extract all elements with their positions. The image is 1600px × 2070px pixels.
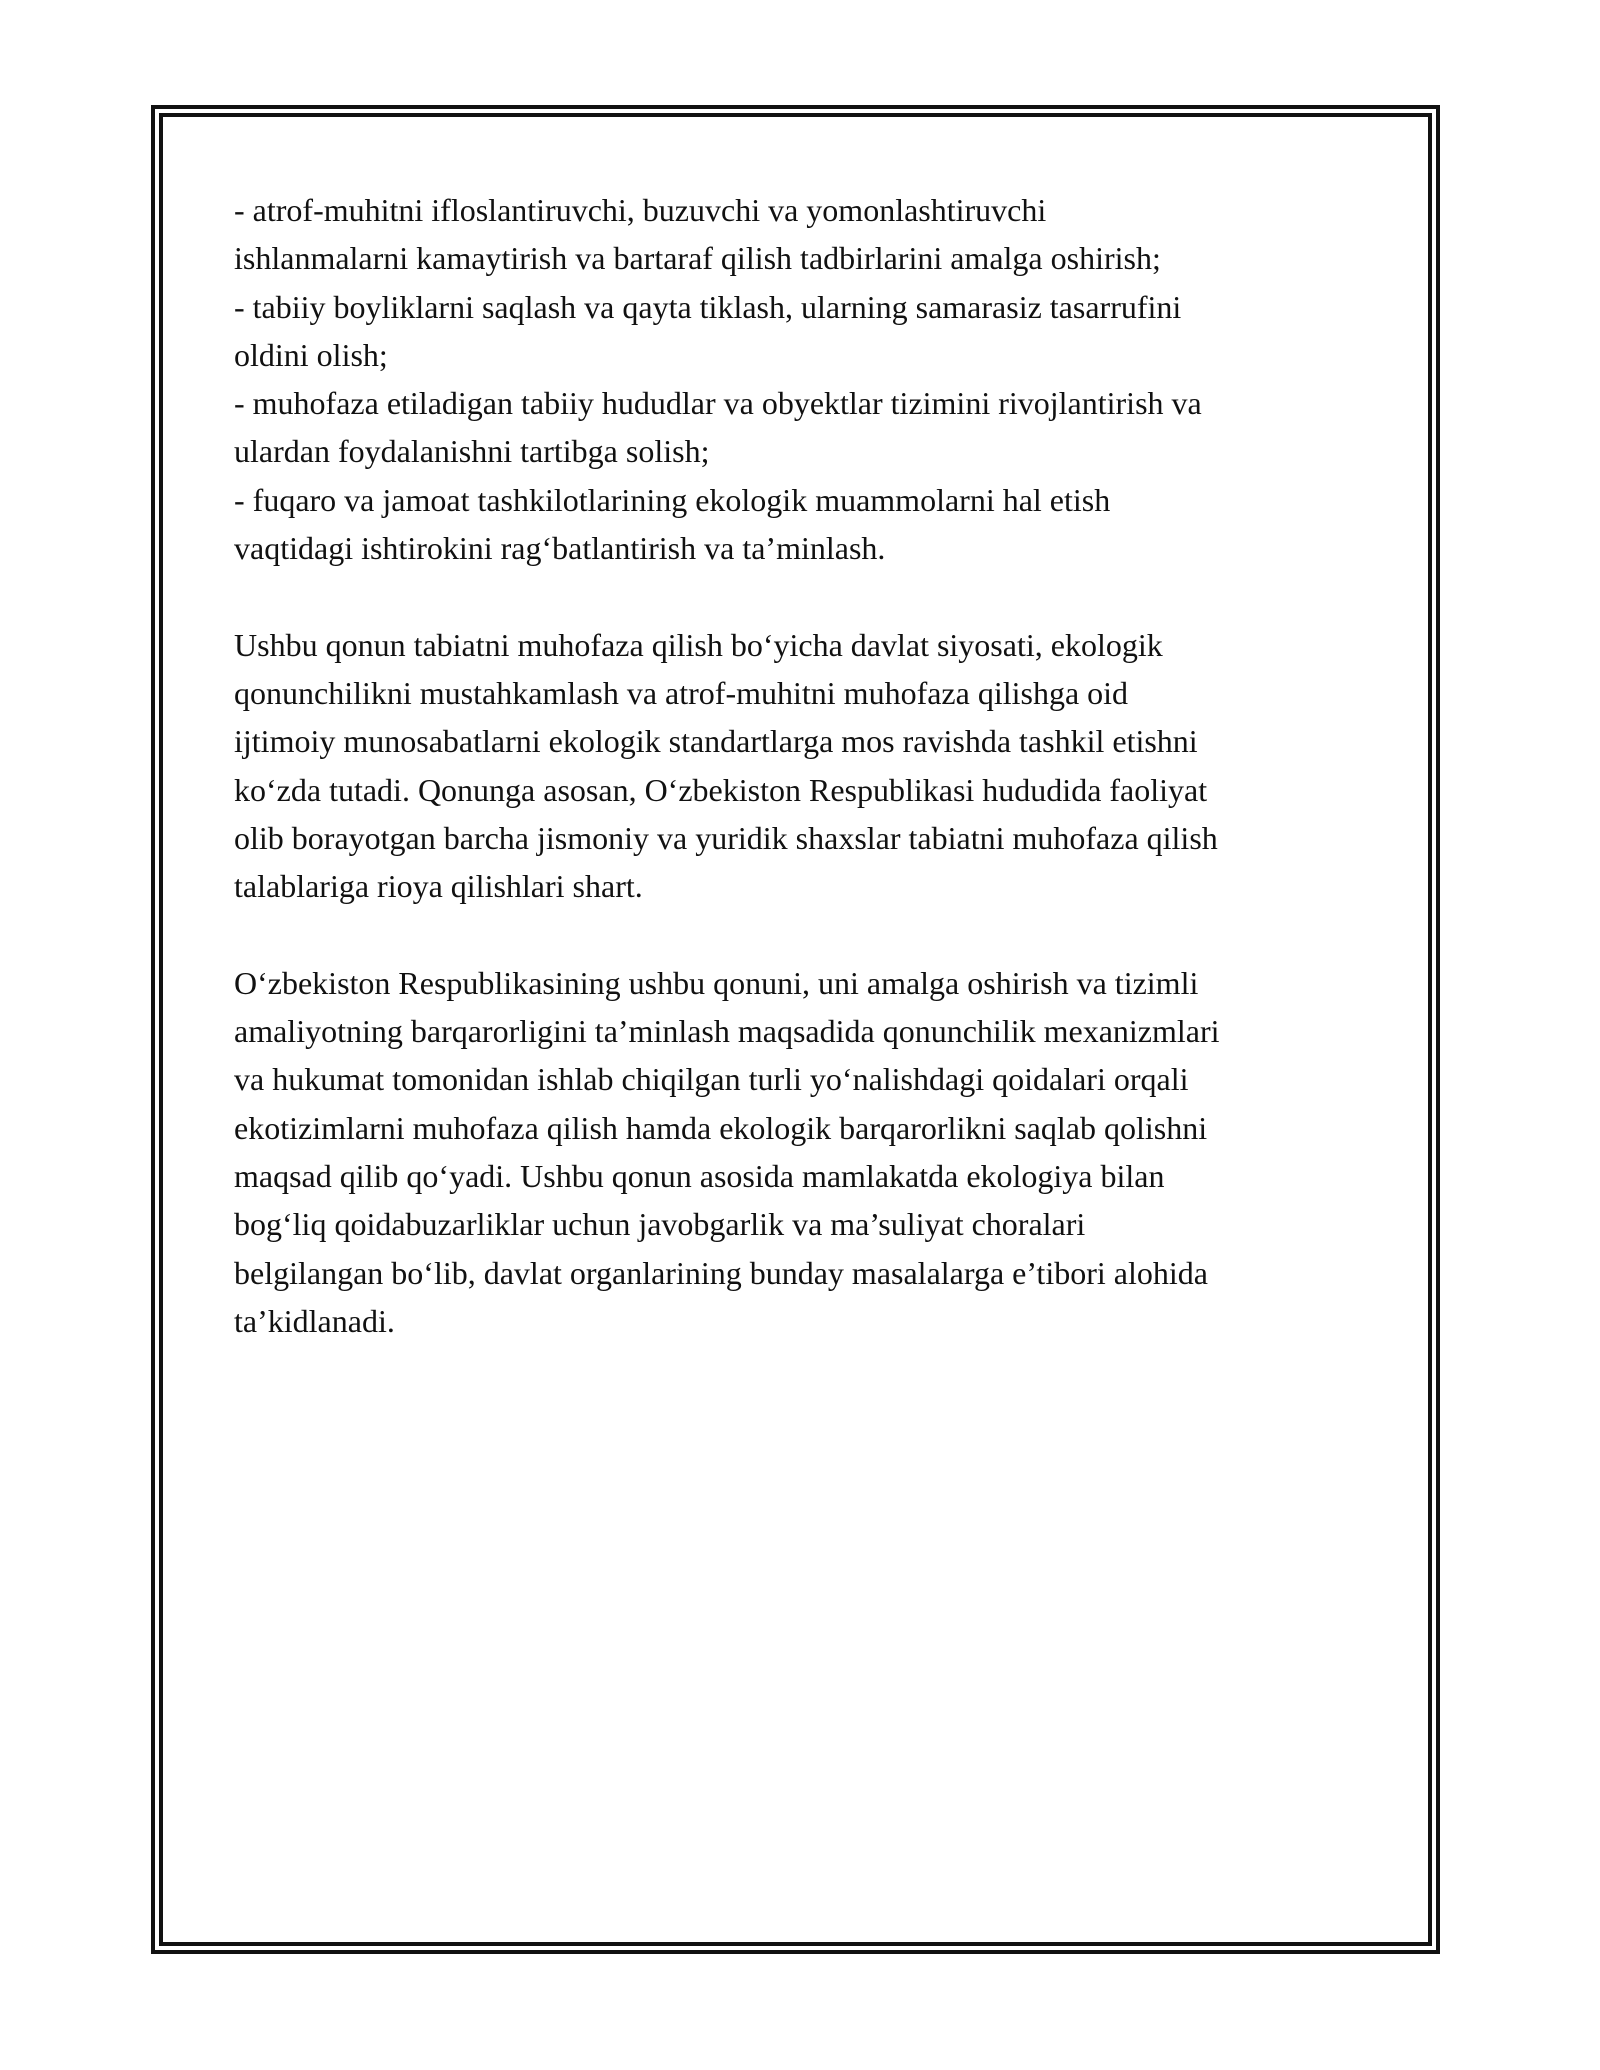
text-line: maqsad qilib qo‘yadi. Ushbu qonun asosida mamlakatda ekologiya bilan <box>234 1157 1165 1194</box>
text-line: amaliyotning barqarorligini ta’minlash maqsadida qonunchilik mexanizmlari <box>234 1013 1220 1050</box>
text-line: O‘zbekiston Respublikasining ushbu qonuni, uni amalga oshirish va tizimli <box>234 964 1199 1001</box>
paragraph-gap <box>234 572 1364 620</box>
text-line: va hukumat tomonidan ishlab chiqilgan turli yo‘nalishdagi qoidalari orqali <box>234 1061 1189 1098</box>
text-line: talablariga rioya qilishlari shart. <box>234 868 643 905</box>
text-line: belgilangan bo‘lib, davlat organlarining bunday masalalarga e’tibori alohida <box>234 1254 1208 1291</box>
text-line: ijtimoiy munosabatlarni ekologik standartlarga mos ravishda tashkil etishni <box>234 723 1198 760</box>
text-line: - fuqaro va jamoat tashkilotlarining ekologik muammolarni hal etish <box>234 481 1111 518</box>
text-line: - muhofaza etiladigan tabiiy hududlar va obyektlar tizimini rivojlantirish va <box>234 385 1202 422</box>
text-line: oldini olish; <box>234 336 388 373</box>
text-line: ekotizimlarni muhofaza qilish hamda ekologik barqarorlikni saqlab qolishni <box>234 1109 1208 1146</box>
text-line: ulardan foydalanishni tartibga solish; <box>234 433 710 470</box>
text-line: ta’kidlanadi. <box>234 1302 395 1339</box>
text-line: ko‘zda tutadi. Qonunga asosan, O‘zbekiston Respublikasi hududida faoliyat <box>234 771 1208 808</box>
paragraph-gap <box>234 910 1364 958</box>
text-line: olib borayotgan barcha jismoniy va yuridik shaxslar tabiatni muhofaza qilish <box>234 819 1218 856</box>
text-line: vaqtidagi ishtirokini rag‘batlantirish va ta’minlash. <box>234 530 886 567</box>
text-line: bog‘liq qoidabuzarliklar uchun javobgarlik va ma’suliyat choralari <box>234 1206 1086 1243</box>
text-line: - atrof-muhitni ifloslantiruvchi, buzuvchi va yomonlashtiruvchi <box>234 192 1047 228</box>
text-line: Ushbu qonun tabiatni muhofaza qilish bo‘yicha davlat siyosati, ekologik <box>234 626 1163 663</box>
text-line: qonunchilikni mustahkamlash va atrof-muhitni muhofaza qilishga oid <box>234 674 1129 711</box>
document-body <box>234 186 1364 1345</box>
text-line: ishlanmalarni kamaytirish va bartaraf qilish tadbirlarini amalga oshirish; <box>234 240 1161 277</box>
text-line: - tabiiy boyliklarni saqlash va qayta tiklash, ularning samarasiz tasarrufini <box>234 288 1182 325</box>
